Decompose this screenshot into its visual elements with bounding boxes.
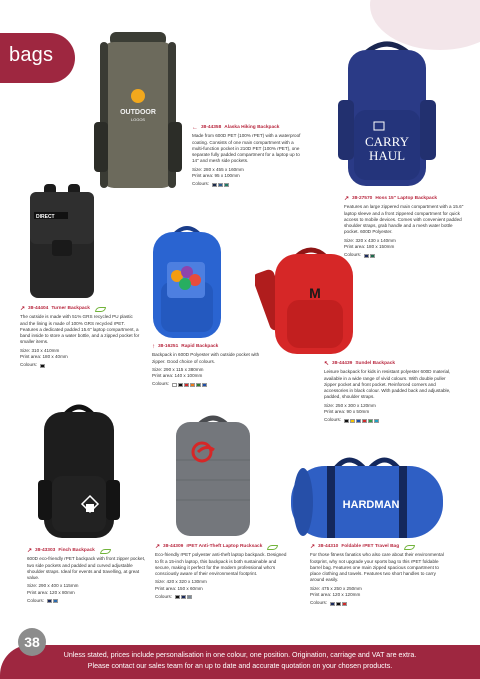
product-code: 38-44439 — [332, 361, 353, 366]
colour-swatch — [374, 419, 379, 423]
product-rapid — [152, 344, 272, 388]
product-code: 38-44358 — [201, 125, 222, 130]
product-hoss — [344, 196, 464, 259]
colours-label: Colours: — [27, 598, 45, 604]
product-description: Backpack in 600D Polyester with outside pocket with zipper. Good choice of colours. — [152, 352, 260, 364]
arrow-up-right-icon: ↗ — [155, 544, 161, 551]
colour-swatches — [344, 419, 379, 423]
colours-label: Colours: — [344, 252, 362, 258]
product-description: For those fitness fanatics who also care about their environmental footprint, why not upgrade your sports bag to this rPET foldable barrel bag. Features one main zipped spacious compartment to place clothing and towels. Features two short handles to carry around easily. — [310, 552, 444, 583]
product-size: Size: 475 x 250 x 250mm — [310, 585, 362, 591]
colour-swatch — [202, 383, 207, 387]
footer-line-2: Please contact our sales team for an up to date and accurate quotation on your chosen products. — [87, 662, 393, 670]
colours-label: Colours: — [324, 417, 342, 423]
colour-swatch — [218, 183, 223, 187]
colour-swatch — [356, 419, 361, 423]
colours-label: Colours: — [192, 181, 210, 187]
product-alaska — [192, 125, 306, 188]
colours-label: Colours: — [152, 381, 170, 387]
colour-swatch — [172, 383, 177, 387]
product-name: Finch Backpack — [58, 548, 95, 553]
section-title: bags — [9, 44, 54, 66]
eco-leaf-icon — [267, 545, 278, 550]
colour-swatch — [212, 183, 217, 187]
alaska-logo-text: OUTDOOR — [120, 109, 156, 116]
product-size: Size: 290 x 115 x 380mm — [152, 366, 204, 372]
product-name: rPET Anti-Theft Laptop Rucksack — [186, 544, 263, 549]
colour-swatch — [370, 254, 375, 258]
product-name: Hoss 15" Laptop Backpack — [375, 196, 438, 201]
product-description: Features an large zippered main compartment with a 15.6" laptop sleeve and a front zippered compartment for quick access to mobile devices. Comes with convenient padded shoulder straps, grab handle and a mesh water bottle pocket. 600D Polyester. — [344, 204, 464, 235]
hoss-backpack-image — [332, 40, 442, 190]
product-size: Size: 320 x 430 x 140mm — [344, 237, 396, 243]
colour-swatch — [40, 364, 45, 368]
product-finch — [27, 548, 147, 604]
colour-swatches — [172, 383, 207, 387]
arrow-up-right-icon: ↗ — [344, 196, 350, 203]
arrow-up-left-icon: ↖ — [324, 361, 330, 368]
product-print-area: Print area: 95 x 100mm — [192, 173, 240, 179]
product-print-area: Print area: 120 x 120mm — [310, 592, 361, 598]
product-size: Size: 290 x 400 x 115mm — [27, 583, 79, 589]
colour-swatch — [362, 419, 367, 423]
colour-swatches — [47, 599, 58, 603]
product-anti-theft — [155, 544, 287, 600]
product-description: Eco-friendly rPET polyester anti-theft laptop backpack. Designed to fit a 15-inch laptop, this backpack is both sustainable and secure, making it perfect for the modern professional who's consciously aware of their environmental footprint. — [155, 552, 287, 577]
product-name: Alaska Hiking Backpack — [224, 125, 280, 130]
arrow-left-icon: ← — [192, 125, 198, 132]
product-description: The outside is made with 51% GRS recycled PU plastic and the lining is made of 100% GRS recycled rPET. Features a dedicated padded 15.6" laptop compartment, a band inside to store a water bottle, and a zipped pocket for smaller items. — [20, 314, 140, 345]
finch-backpack-image — [36, 400, 122, 540]
alaska-logo-sub: LOGOS — [130, 117, 146, 122]
product-print-area: Print area: 140 x 100mm — [152, 373, 203, 379]
product-description: 600D eco-friendly rPET backpack with front zipper pocket, two side pockets and padded and curved adjustable shoulder straps. Ideal for events and travelling, at great value. — [27, 556, 146, 581]
colours-label: Colours: — [20, 362, 38, 368]
product-print-area: Print area: 120 x 80mm — [27, 589, 75, 595]
colour-swatches — [330, 602, 347, 606]
eco-leaf-icon — [95, 307, 106, 312]
colour-swatch — [53, 599, 58, 603]
footer-band — [0, 645, 480, 679]
colour-swatch — [342, 602, 347, 606]
colour-swatch — [350, 419, 355, 423]
colour-swatches — [175, 595, 192, 599]
rapid-backpack-image — [145, 222, 229, 340]
product-name: Rapid Backpack — [181, 344, 219, 349]
page-number: 38 — [18, 628, 46, 656]
colour-swatch — [364, 254, 369, 258]
product-turner — [20, 306, 140, 369]
product-name: Foldable rPET Travel Bag — [341, 544, 400, 549]
colour-swatch — [175, 595, 180, 599]
product-name: Sundel Backpack — [355, 361, 396, 366]
arrow-up-right-icon: ↗ — [27, 548, 33, 555]
colour-swatch — [330, 602, 335, 606]
eco-leaf-icon — [100, 549, 111, 554]
alaska-backpack-image — [92, 32, 184, 192]
arrow-up-icon: ↑ — [152, 344, 155, 351]
colour-swatch — [181, 595, 186, 599]
product-print-area: Print area: 180 x 150mm — [344, 244, 395, 250]
product-code: 38-44404 — [28, 306, 49, 311]
product-size: Size: 250 x 300 x 120mm — [324, 402, 376, 408]
eco-leaf-icon — [404, 545, 415, 550]
travel-bag-image — [287, 446, 447, 542]
colour-swatch — [187, 595, 192, 599]
product-print-area: Print area: 180 x 40mm — [20, 354, 68, 360]
colour-swatch — [178, 383, 183, 387]
hoss-logo-line1: CARRY — [364, 134, 410, 149]
product-print-area: Print area: 150 x 60mm — [155, 585, 203, 591]
colours-label: Colours: — [155, 594, 173, 600]
colour-swatch — [336, 602, 341, 606]
footer-line-1: Unless stated, prices include personalisation in one colour, one position. Origination, carriage and VAT are extra. — [63, 651, 417, 659]
colour-swatch — [190, 383, 195, 387]
product-name: Turner Backpack — [51, 306, 90, 311]
colour-swatch — [47, 599, 52, 603]
colour-swatch — [224, 183, 229, 187]
product-code: 38-27570 — [352, 196, 373, 201]
colour-swatch — [368, 419, 373, 423]
colour-swatch — [344, 419, 349, 423]
product-size: Size: 310 x 410mm — [20, 347, 60, 353]
product-description: Made from 600D PET (100% rPET) with a waterproof coating. Consists of one main compartment with a multi-function pocket in 210D PET (100% rPET), one separate fully padded compartment for a laptop up to 14" and mesh side pockets. — [192, 133, 301, 164]
colours-label: Colours: — [310, 600, 328, 606]
arrow-up-right-icon: ↗ — [20, 306, 26, 313]
colour-swatch — [196, 383, 201, 387]
colour-swatches — [364, 254, 375, 258]
hoss-logo-line2: HAUL — [368, 148, 406, 163]
product-size: Size: 420 x 320 x 130mm — [155, 579, 207, 585]
turner-backpack-image — [22, 184, 102, 302]
product-code: 38-44309 — [163, 544, 184, 549]
product-code: 38-44310 — [318, 544, 339, 549]
product-sundel — [324, 361, 454, 424]
colour-swatches — [212, 183, 229, 187]
colour-swatches — [40, 364, 45, 368]
arrow-up-right-icon: ↗ — [310, 544, 316, 551]
product-description: Leisure backpack for kids in resistant polyester 600D material, available in a wide range of vivid colours. With double puller zipper pocket and front pocket. Reinforced corners and accessories in black colour. With padded back and adjustable, padded, shoulder straps. — [324, 369, 451, 400]
product-travel-bag — [310, 544, 450, 607]
product-code: 38-43303 — [35, 548, 56, 553]
turner-logo-text: DIRECT — [36, 214, 55, 220]
colour-swatch — [184, 383, 189, 387]
product-code: 38-16251 — [158, 344, 179, 349]
product-size: Size: 280 x 455 x 160mm — [192, 166, 244, 172]
anti-theft-rucksack-image — [170, 410, 256, 540]
travel-bag-logo-text: HARDMAN — [342, 499, 400, 511]
svg-text:M: M — [309, 285, 321, 301]
product-print-area: Print area: 90 x 50mm — [324, 409, 370, 415]
